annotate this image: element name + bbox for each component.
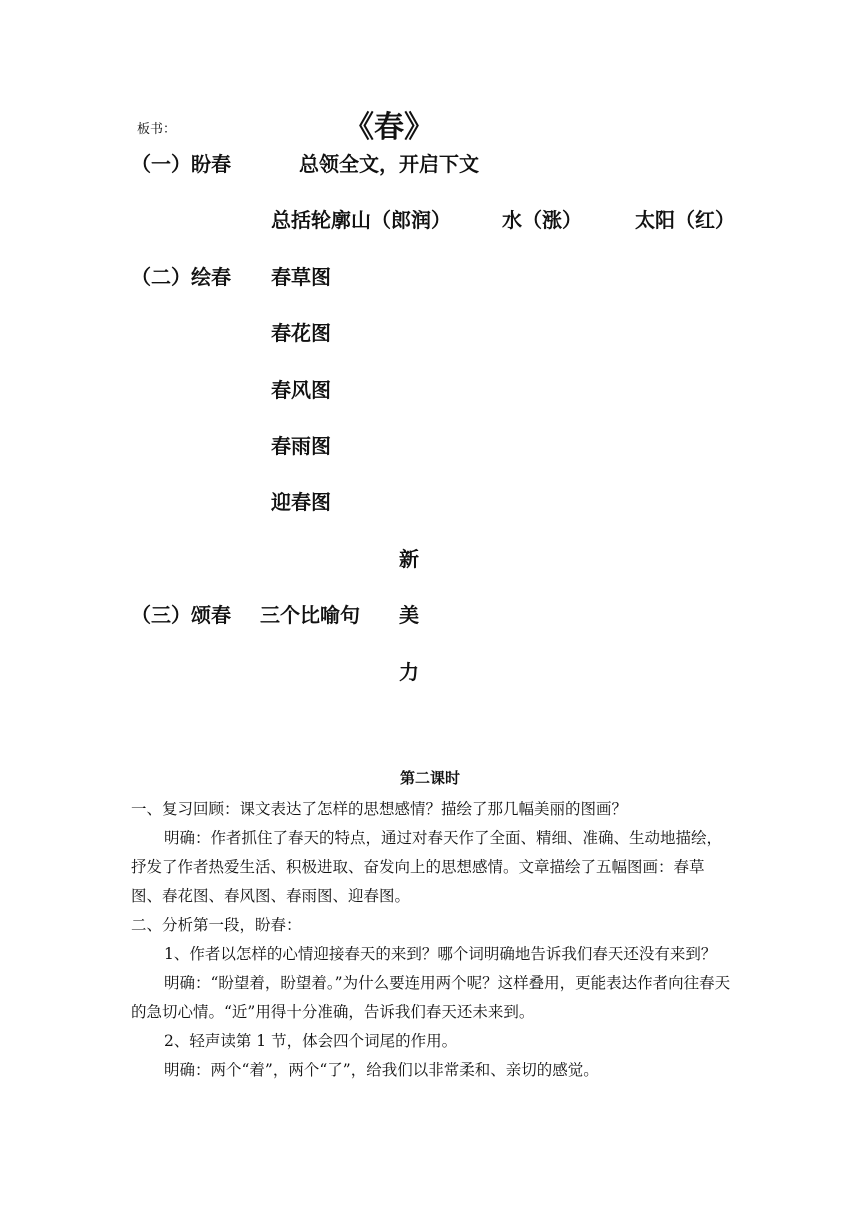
part-2-heading: 二、分析第一段，盼春： — [131, 916, 302, 934]
picture-item: 春雨图 — [271, 434, 331, 458]
outline-water: 水（涨） — [502, 208, 582, 232]
section-2-heading: （二）绘春 — [131, 265, 231, 289]
outline-sun: 太阳（红） — [635, 208, 735, 232]
picture-item: 春草图 — [271, 265, 331, 289]
lesson-2-title: 第二课时 — [399, 769, 460, 787]
answer-2: 明确：两个“着”，两个“了”，给我们以非常柔和、亲切的感觉。 — [164, 1061, 599, 1079]
picture-item: 迎春图 — [271, 490, 331, 514]
board-label: 板书： — [137, 122, 177, 137]
outline-mountain: 总括轮廓山（郎润） — [271, 208, 451, 232]
question-1: 1、作者以怎样的心情迎接春天的来到？哪个词明确地告诉我们春天还没有来到？ — [164, 945, 717, 963]
quality-item: 新 — [399, 547, 419, 571]
section-1-summary: 总领全文，开启下文 — [299, 152, 479, 176]
answer-1: 明确：“盼望着，盼望着。”为什么要连用两个呢？这样叠用，更能表达作者向往春天的急切心情。“近”用得十分准确，告诉我们春天还未来到。 — [131, 974, 731, 1021]
section-3-metaphors: 三个比喻句 — [260, 603, 360, 627]
question-2: 2、轻声读第 1 节，体会四个词尾的作用。 — [164, 1032, 458, 1050]
quality-item: 力 — [399, 660, 419, 684]
section-1-heading: （一）盼春 — [131, 152, 231, 176]
lesson-2-body — [131, 795, 731, 1085]
quality-item: 美 — [399, 603, 419, 627]
board-title: 《春》 — [344, 110, 434, 145]
review-question: 一、复习回顾：课文表达了怎样的思想感情？描绘了那几幅美丽的图画？ — [131, 800, 628, 818]
picture-item: 春花图 — [271, 321, 331, 345]
section-3-heading: （三）颂春 — [131, 603, 231, 627]
picture-item: 春风图 — [271, 378, 331, 402]
review-answer: 明确：作者抓住了春天的特点，通过对春天作了全面、精细、准确、生动地描绘，抒发了作者热爱生活、积极进取、奋发向上的思想感情。文章描绘了五幅图画：春草图、春花图、春风图、春雨图、迎春图。 — [131, 829, 723, 905]
